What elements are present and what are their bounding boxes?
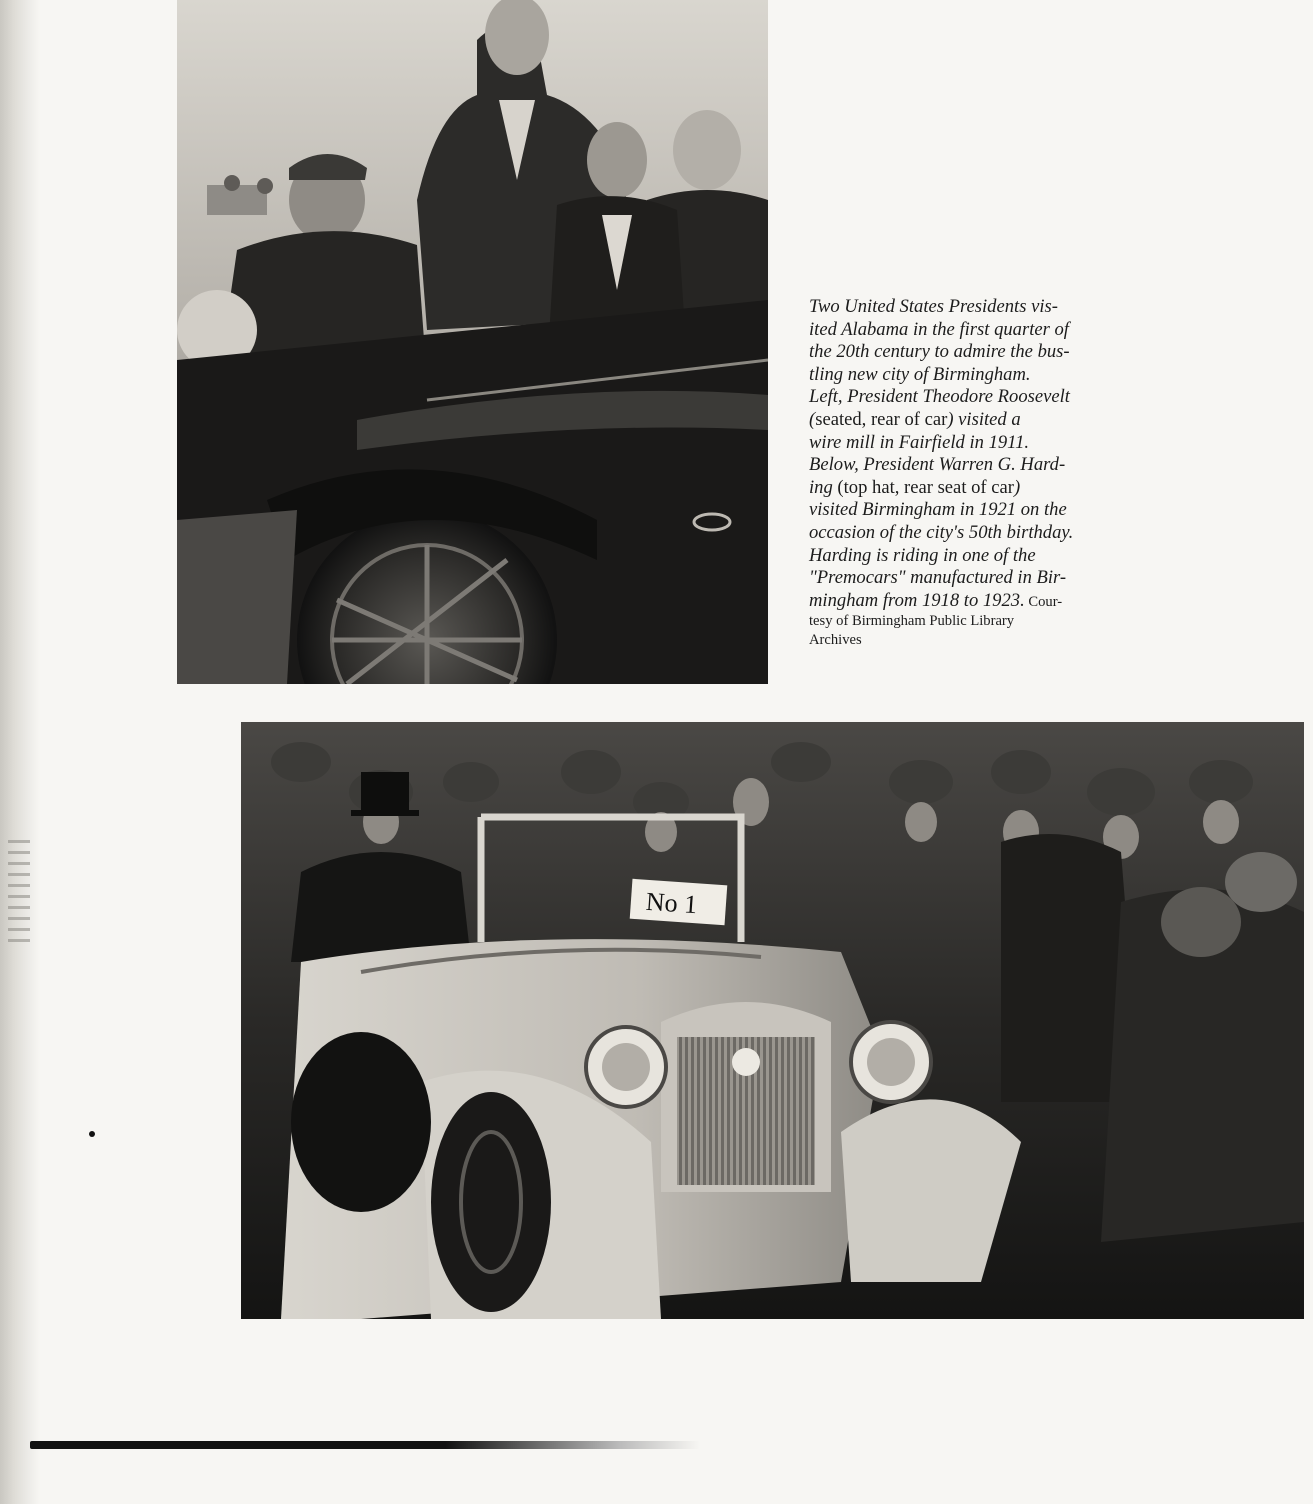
car-number-sign: No 1 — [644, 886, 699, 920]
caption-text: ) visited a — [947, 408, 1021, 430]
photo-credit: tesy of Birmingham Public Library — [809, 613, 1015, 630]
caption-line: ited Alabama in the first quarter of — [809, 318, 1069, 340]
caption-line — [809, 409, 1149, 432]
bottom-rule — [30, 1441, 700, 1449]
caption-line: occasion of the city's 50th birthday. — [809, 521, 1074, 543]
caption-text: ( — [809, 408, 816, 430]
caption-text: (top hat, rear seat of car — [837, 476, 1014, 498]
caption-text: ) — [1013, 476, 1021, 498]
photo-roosevelt-car — [177, 0, 768, 684]
caption-line: Harding is riding in one of the — [809, 544, 1036, 566]
caption-line — [809, 590, 1149, 613]
caption-text: ing — [809, 476, 838, 498]
caption-text: mingham from 1918 to 1923. — [809, 589, 1025, 611]
caption-line: Two United States Presidents vis- — [809, 296, 1058, 317]
caption-line: Below, President Warren G. Hard- — [809, 454, 1066, 476]
binding-shadow — [0, 0, 40, 1504]
caption-line — [809, 477, 1149, 500]
caption-text: seated, rear of car — [815, 408, 948, 430]
photo-credit: Cour- — [1024, 593, 1063, 610]
caption-line: visited Birmingham in 1921 on the — [809, 499, 1067, 521]
caption-line: the 20th century to admire the bus- — [809, 341, 1070, 363]
scan-speck — [89, 1131, 95, 1137]
scan-artifact — [8, 840, 30, 950]
photo-harding-premocar — [241, 722, 1304, 1319]
photo-credit: Archives — [809, 632, 862, 649]
photo-caption — [809, 296, 1149, 650]
caption-line: wire mill in Fairfield in 1911. — [809, 431, 1030, 453]
caption-line: tling new city of Birmingham. — [809, 363, 1031, 385]
caption-line: Left, President Theodore Roosevelt — [809, 386, 1070, 408]
caption-line: "Premocars" manufactured in Bir- — [809, 567, 1067, 589]
photo-harding-image — [241, 722, 1304, 1319]
photo-roosevelt-image — [177, 0, 768, 684]
